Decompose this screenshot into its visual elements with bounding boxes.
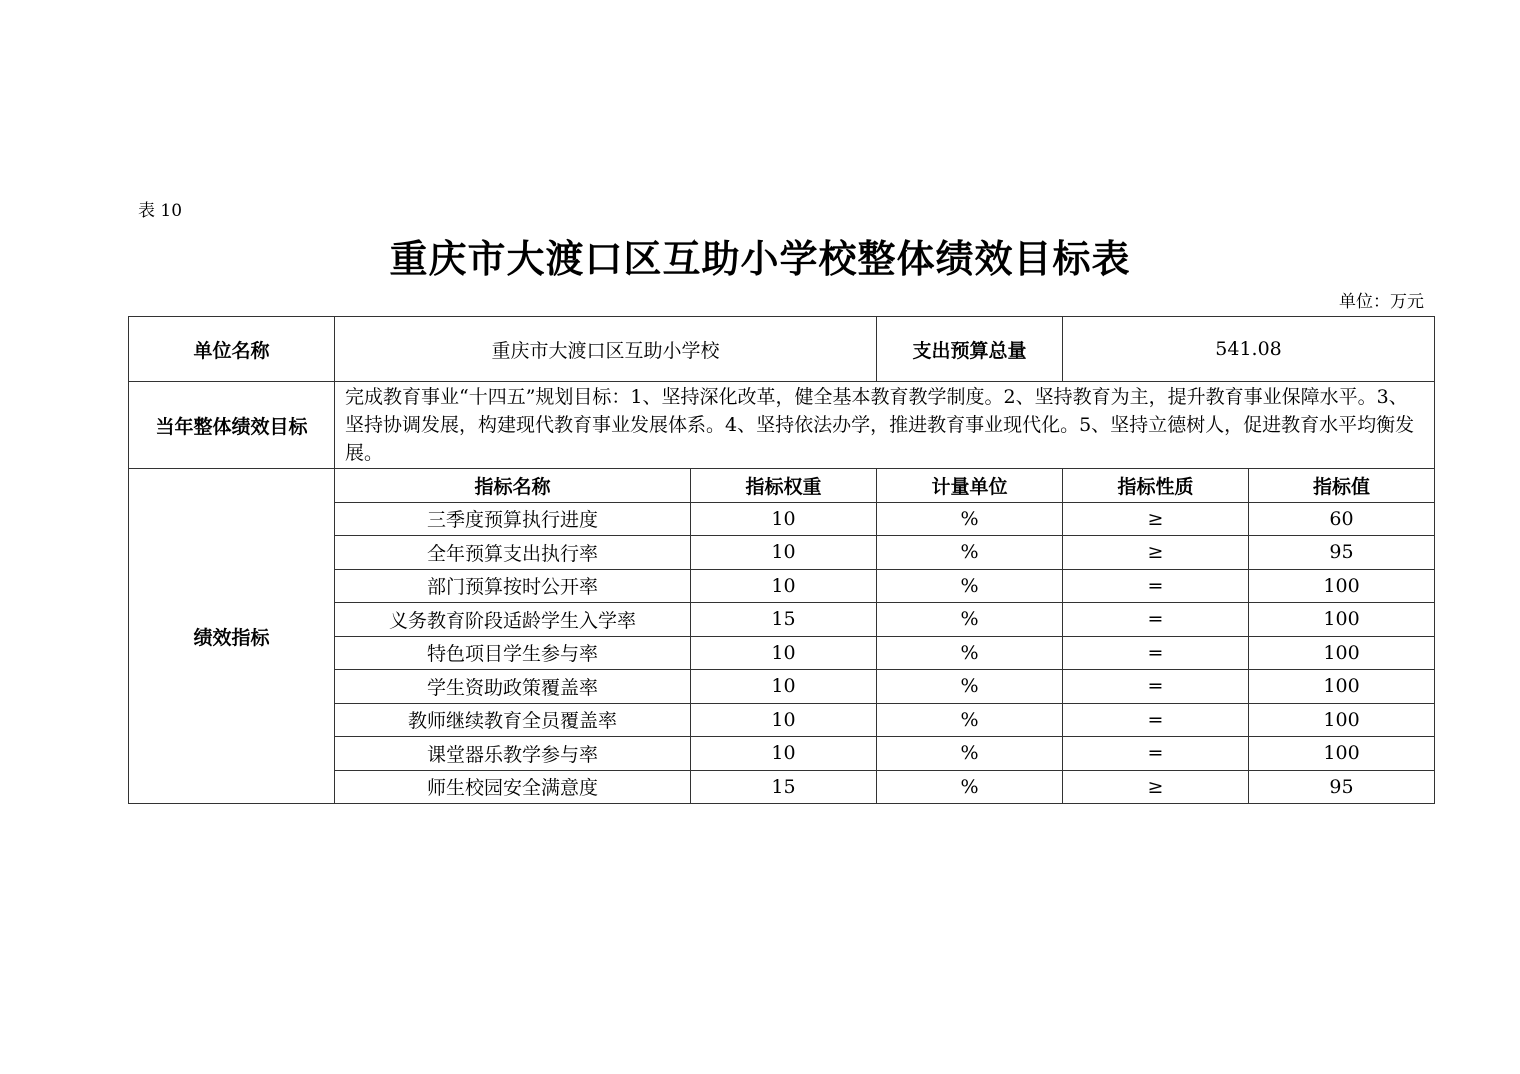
goal-text: 完成教育事业“十四五”规划目标：1、坚持深化改革，健全基本教育教学制度。2、坚持教育为主，提升教育事业保障水平。3、坚持协调发展，构建现代教育事业发展体系。4、坚持依法办学，推进教育事业现代化。5、坚持立德树人，促进教育水平均衡发展。 (335, 382, 1435, 469)
indicator-value: 100 (1249, 737, 1435, 771)
indicator-header-row (129, 469, 1435, 503)
indicators-section-label: 绩效指标 (129, 469, 335, 804)
indicator-unit: % (877, 502, 1063, 536)
indicator-weight: 15 (691, 603, 877, 637)
indicator-weight: 10 (691, 536, 877, 570)
column-header: 计量单位 (877, 469, 1063, 503)
indicator-weight: 10 (691, 670, 877, 704)
indicator-unit: % (877, 603, 1063, 637)
indicator-weight: 10 (691, 502, 877, 536)
indicator-name: 学生资助政策覆盖率 (335, 670, 691, 704)
indicator-name: 全年预算支出执行率 (335, 536, 691, 570)
indicator-value: 95 (1249, 536, 1435, 570)
column-header: 指标权重 (691, 469, 877, 503)
indicator-value: 100 (1249, 670, 1435, 704)
indicator-value: 100 (1249, 703, 1435, 737)
indicator-name: 义务教育阶段适龄学生入学率 (335, 603, 691, 637)
indicator-value: 100 (1249, 569, 1435, 603)
indicator-nature: ≥ (1063, 770, 1249, 804)
indicator-weight: 10 (691, 569, 877, 603)
indicator-weight: 10 (691, 703, 877, 737)
column-header: 指标值 (1249, 469, 1435, 503)
indicator-nature: = (1063, 670, 1249, 704)
budget-label: 支出预算总量 (877, 317, 1063, 382)
indicator-nature: ≥ (1063, 502, 1249, 536)
indicator-unit: % (877, 737, 1063, 771)
indicator-weight: 10 (691, 636, 877, 670)
indicator-value: 100 (1249, 636, 1435, 670)
column-header: 指标名称 (335, 469, 691, 503)
indicator-unit: % (877, 703, 1063, 737)
header-row (129, 317, 1435, 382)
indicator-unit: % (877, 770, 1063, 804)
indicator-nature: = (1063, 636, 1249, 670)
table-number: 表 10 (138, 201, 183, 221)
indicator-name: 师生校园安全满意度 (335, 770, 691, 804)
indicator-weight: 15 (691, 770, 877, 804)
indicator-value: 60 (1249, 502, 1435, 536)
indicator-name: 课堂器乐教学参与率 (335, 737, 691, 771)
goal-row (129, 382, 1435, 469)
budget-value: 541.08 (1063, 317, 1435, 382)
unit-note: 单位：万元 (1339, 292, 1424, 312)
indicator-nature: = (1063, 603, 1249, 637)
indicator-name: 特色项目学生参与率 (335, 636, 691, 670)
indicator-unit: % (877, 636, 1063, 670)
column-header: 指标性质 (1063, 469, 1249, 503)
unit-name-label: 单位名称 (129, 317, 335, 382)
indicator-value: 95 (1249, 770, 1435, 804)
indicator-weight: 10 (691, 737, 877, 771)
document-title: 重庆市大渡口区互助小学校整体绩效目标表 (389, 237, 1131, 281)
indicator-unit: % (877, 536, 1063, 570)
indicator-unit: % (877, 569, 1063, 603)
indicator-value: 100 (1249, 603, 1435, 637)
indicator-name: 部门预算按时公开率 (335, 569, 691, 603)
indicator-nature: = (1063, 737, 1249, 771)
indicator-nature: = (1063, 703, 1249, 737)
indicator-nature: ≥ (1063, 536, 1249, 570)
unit-name-value: 重庆市大渡口区互助小学校 (335, 317, 877, 382)
indicator-nature: = (1063, 569, 1249, 603)
indicator-unit: % (877, 670, 1063, 704)
performance-target-table (128, 316, 1435, 804)
indicator-name: 三季度预算执行进度 (335, 502, 691, 536)
goal-label: 当年整体绩效目标 (129, 382, 335, 469)
indicator-name: 教师继续教育全员覆盖率 (335, 703, 691, 737)
